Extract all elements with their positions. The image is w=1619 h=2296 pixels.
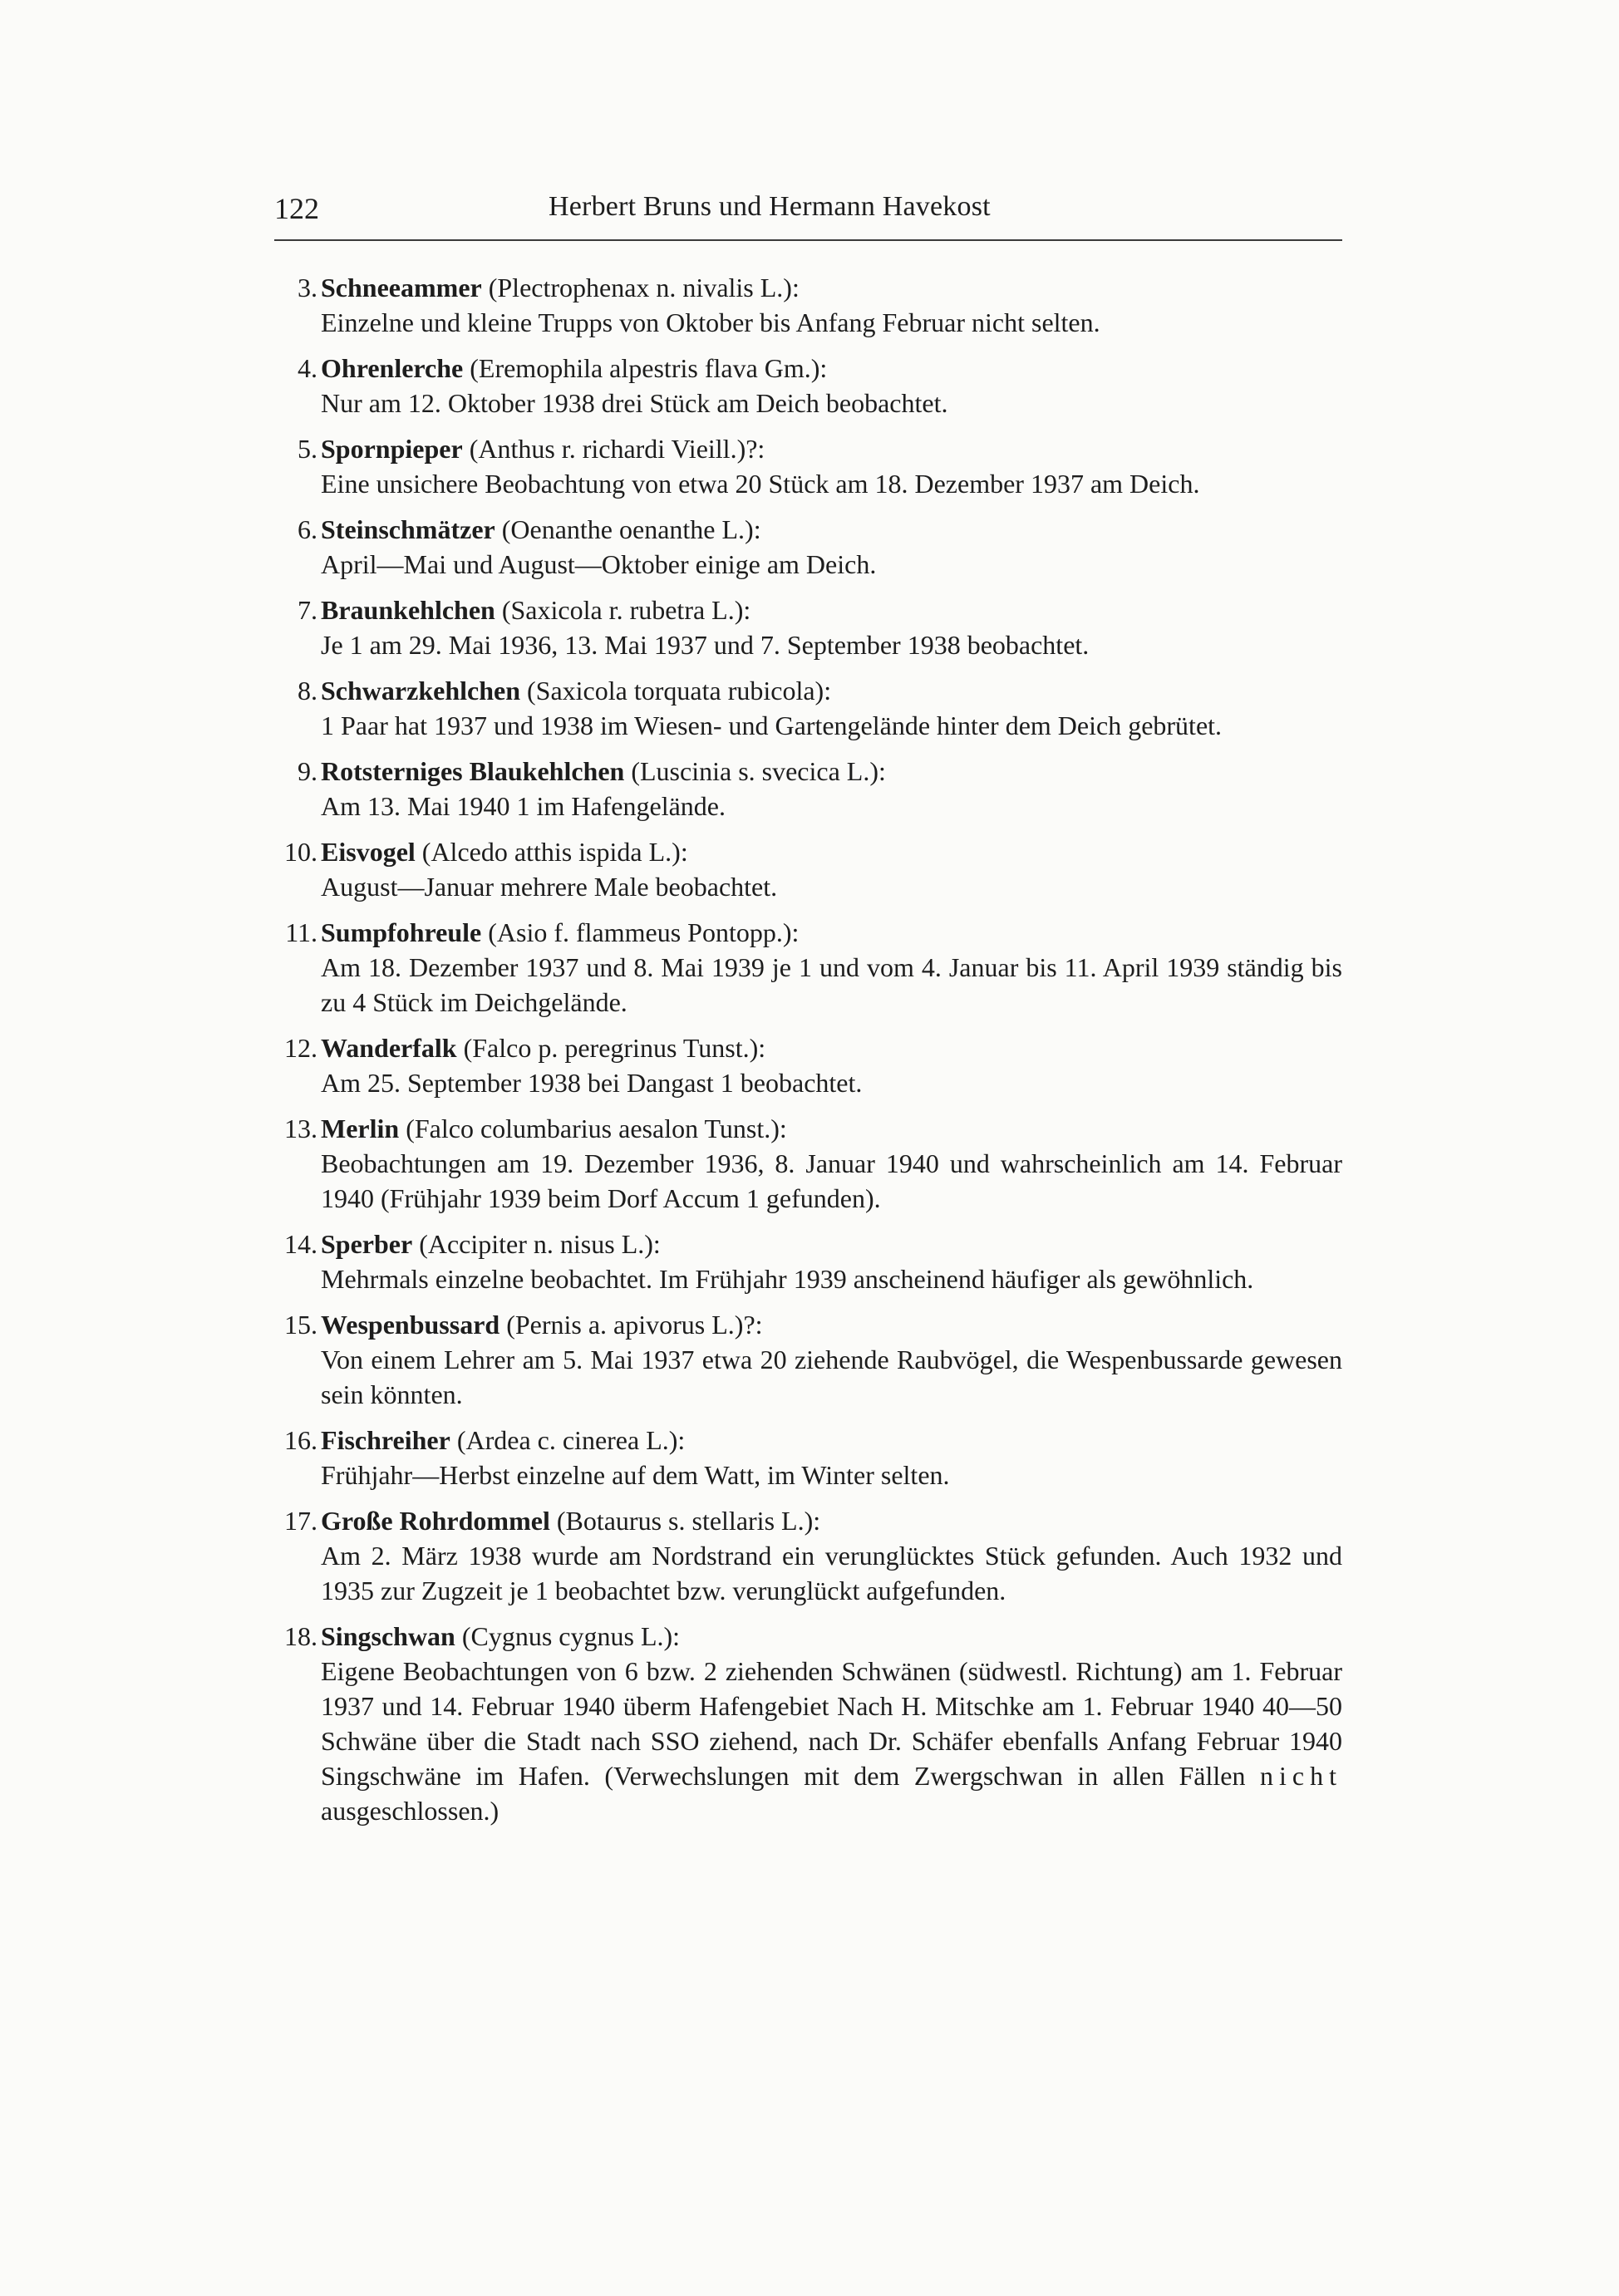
page-number: 122 xyxy=(274,192,319,225)
scientific-name: (Ardea c. cinerea L.): xyxy=(456,1425,686,1455)
entry-text: Am 25. September 1938 bei Dangast 1 beobachtet. xyxy=(321,1068,863,1098)
species-entry xyxy=(274,270,1342,340)
scientific-name: (Saxicola r. rubetra L.): xyxy=(501,595,751,625)
common-name: Spornpieper xyxy=(321,434,463,464)
common-name: Sperber xyxy=(321,1229,413,1259)
entry-number: 11. xyxy=(285,917,317,947)
common-name: Singschwan xyxy=(321,1621,455,1651)
running-title: Herbert Bruns und Hermann Havekost xyxy=(549,191,991,222)
entry-text: August—Januar mehrere Male beobachtet. xyxy=(321,872,778,902)
entry-title xyxy=(321,1619,1342,1654)
entry-text xyxy=(321,1654,1342,1828)
common-name: Sumpfohreule xyxy=(321,917,482,947)
entry-title xyxy=(321,673,1342,708)
species-entry xyxy=(274,1227,1342,1296)
scientific-name: (Plectrophenax n. nivalis L.): xyxy=(488,273,800,302)
entry-title xyxy=(321,915,1342,950)
species-entry xyxy=(274,1503,1342,1608)
entry-title xyxy=(321,270,1342,305)
scientific-name: (Eremophila alpestris flava Gm.): xyxy=(470,353,828,383)
entry-number: 15. xyxy=(284,1310,317,1340)
entry-title xyxy=(321,351,1342,386)
scientific-name: (Cygnus cygnus L.): xyxy=(461,1621,681,1651)
species-entry xyxy=(274,1030,1342,1100)
entry-text: Nur am 12. Oktober 1938 drei Stück am Deich beobachtet. xyxy=(321,388,948,418)
entry-number: 18. xyxy=(284,1621,317,1651)
entry-title xyxy=(321,834,1342,869)
entry-text: Beobachtungen am 19. Dezember 1936, 8. Januar 1940 und wahrscheinlich am 14. Februar 1940 (Frühjahr 1939 beim Dorf Accum 1 gefunden). xyxy=(321,1148,1342,1213)
entry-title xyxy=(321,1111,1342,1146)
entry-text: Von einem Lehrer am 5. Mai 1937 etwa 20 ziehende Raubvögel, die Wespenbussarde gewesen sein könnten. xyxy=(321,1345,1342,1409)
entry-number: 3. xyxy=(298,273,317,302)
species-entry xyxy=(274,1423,1342,1492)
species-entry xyxy=(274,915,1342,1020)
species-entry xyxy=(274,351,1342,420)
entry-title xyxy=(321,1307,1342,1342)
common-name: Steinschmätzer xyxy=(321,514,495,544)
entry-text: 1 Paar hat 1937 und 1938 im Wiesen- und Gartengelände hinter dem Deich gebrütet. xyxy=(321,710,1223,740)
common-name: Eisvogel xyxy=(321,837,416,867)
scientific-name: (Botaurus s. stellaris L.): xyxy=(556,1506,821,1536)
common-name: Wespenbussard xyxy=(321,1310,500,1340)
entry-number: 10. xyxy=(284,837,317,867)
page-header xyxy=(274,191,1342,241)
entry-text: Einzelne und kleine Trupps von Oktober bis Anfang Februar nicht selten. xyxy=(321,307,1100,337)
entry-title xyxy=(321,754,1342,789)
entry-number: 5. xyxy=(298,434,317,464)
emphasis-spaced: nicht xyxy=(1260,1761,1343,1791)
entry-title xyxy=(321,1030,1342,1065)
scientific-name: (Luscinia s. svecica L.): xyxy=(631,756,886,786)
entry-text: Eine unsichere Beobachtung von etwa 20 Stück am 18. Dezember 1937 am Deich. xyxy=(321,469,1200,499)
common-name: Wanderfalk xyxy=(321,1033,457,1063)
common-name: Braunkehlchen xyxy=(321,595,495,625)
species-list xyxy=(274,270,1342,1839)
entry-title xyxy=(321,592,1342,627)
species-entry xyxy=(274,431,1342,501)
entry-number: 13. xyxy=(284,1114,317,1143)
species-entry xyxy=(274,1307,1342,1412)
entry-text: April—Mai und August—Oktober einige am Deich. xyxy=(321,549,877,579)
common-name: Rotsterniges Blaukehlchen xyxy=(321,756,625,786)
entry-title xyxy=(321,1227,1342,1261)
entry-number: 17. xyxy=(284,1506,317,1536)
species-entry xyxy=(274,754,1342,824)
scientific-name: (Oenanthe oenanthe L.): xyxy=(501,514,761,544)
scientific-name: (Falco columbarius aesalon Tunst.): xyxy=(406,1114,787,1143)
species-entry xyxy=(274,1111,1342,1216)
entry-title xyxy=(321,1423,1342,1458)
entry-title xyxy=(321,1503,1342,1538)
common-name: Schneeammer xyxy=(321,273,482,302)
common-name: Schwarzkehlchen xyxy=(321,676,520,706)
entry-number: 8. xyxy=(298,676,317,706)
entry-number: 9. xyxy=(298,756,317,786)
species-entry xyxy=(274,512,1342,582)
entry-text-main: Eigene Beobachtungen von 6 bzw. 2 ziehenden Schwänen (südwestl. Richtung) am 1. Februar 1937 und 14. Februar 1940 überm Hafengebiet Nach H. Mitschke am 1. Februar 1940 40—50 Schwäne über die Stadt nach SSO ziehend, nach Dr. Schäfer ebenfalls Anfang Februar 1940 Singschwäne im Hafen. (Verwechslungen mit dem Zwergschwan in allen Fällen xyxy=(321,1656,1342,1791)
entry-text-end: ausgeschlossen.) xyxy=(321,1796,499,1826)
common-name: Große Rohrdommel xyxy=(321,1506,550,1536)
entry-number: 16. xyxy=(284,1425,317,1455)
species-entry xyxy=(274,673,1342,743)
entry-text: Mehrmals einzelne beobachtet. Im Frühjahr 1939 anscheinend häufiger als gewöhnlich. xyxy=(321,1264,1254,1294)
entry-number: 6. xyxy=(298,514,317,544)
scientific-name: (Saxicola torquata rubicola): xyxy=(527,676,832,706)
common-name: Fischreiher xyxy=(321,1425,450,1455)
scientific-name: (Anthus r. richardi Vieill.)?: xyxy=(469,434,765,464)
entry-number: 7. xyxy=(298,595,317,625)
scientific-name: (Alcedo atthis ispida L.): xyxy=(421,837,688,867)
entry-title xyxy=(321,512,1342,547)
entry-number: 4. xyxy=(298,353,317,383)
common-name: Merlin xyxy=(321,1114,400,1143)
species-entry xyxy=(274,1619,1342,1828)
common-name: Ohrenlerche xyxy=(321,353,464,383)
scientific-name: (Falco p. peregrinus Tunst.): xyxy=(463,1033,766,1063)
entry-text: Je 1 am 29. Mai 1936, 13. Mai 1937 und 7. September 1938 beobachtet. xyxy=(321,630,1090,660)
scientific-name: (Pernis a. apivorus L.)?: xyxy=(506,1310,763,1340)
entry-number: 12. xyxy=(284,1033,317,1063)
entry-title xyxy=(321,431,1342,466)
entry-text: Am 13. Mai 1940 1 im Hafengelände. xyxy=(321,791,726,821)
entry-number: 14. xyxy=(284,1229,317,1259)
entry-text: Am 2. März 1938 wurde am Nordstrand ein verunglücktes Stück gefunden. Auch 1932 und 1935 zur Zugzeit je 1 beobachtet bzw. verunglückt aufgefunden. xyxy=(321,1541,1342,1605)
scientific-name: (Asio f. flammeus Pontopp.): xyxy=(488,917,800,947)
species-entry xyxy=(274,834,1342,904)
species-entry xyxy=(274,592,1342,662)
scientific-name: (Accipiter n. nisus L.): xyxy=(419,1229,661,1259)
entry-text: Am 18. Dezember 1937 und 8. Mai 1939 je 1 und vom 4. Januar bis 11. April 1939 ständig bis zu 4 Stück im Deichgelände. xyxy=(321,952,1342,1017)
entry-text: Frühjahr—Herbst einzelne auf dem Watt, im Winter selten. xyxy=(321,1460,950,1490)
